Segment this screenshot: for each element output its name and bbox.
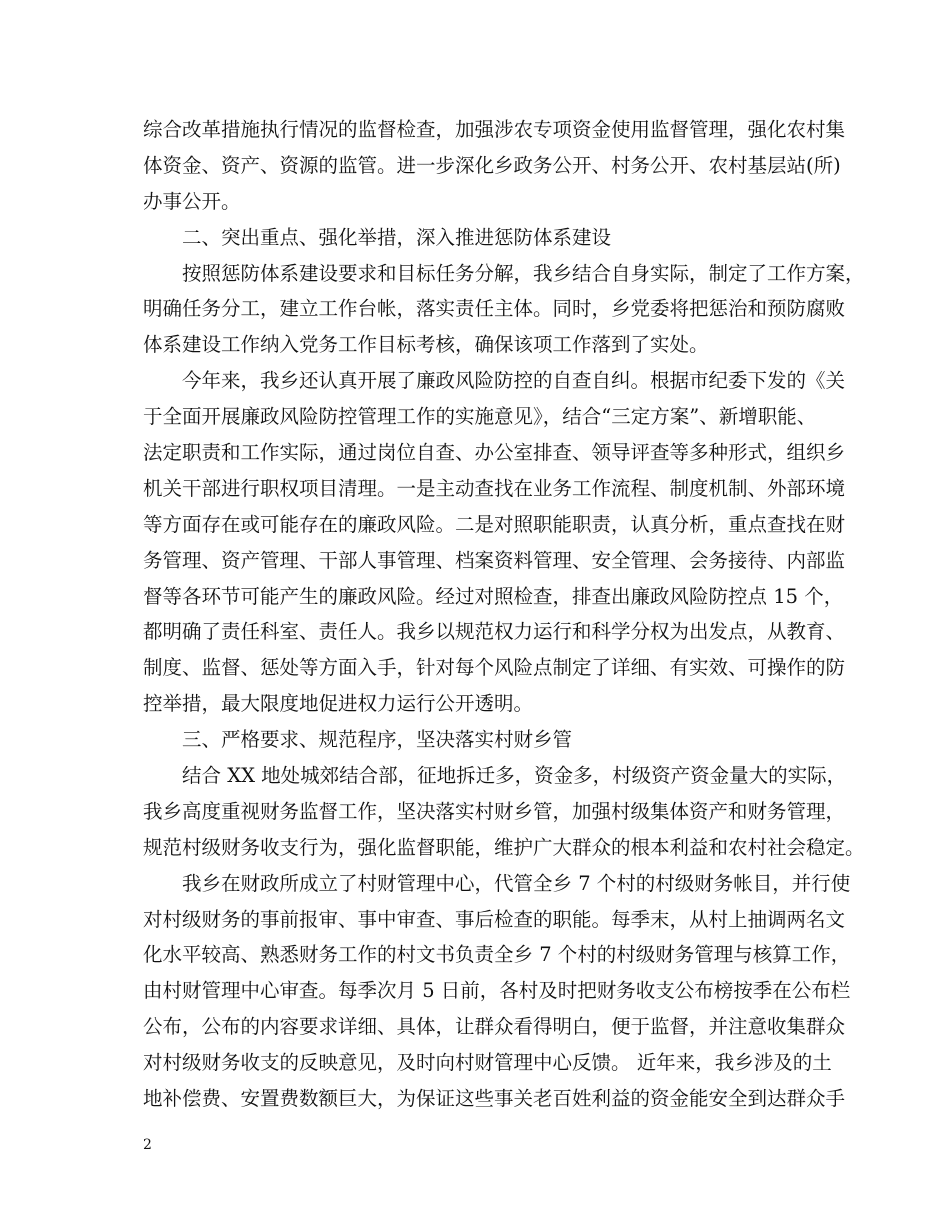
text-line: 务管理、资产管理、干部人事管理、档案资料管理、安全管理、会务接待、内部监 — [143, 548, 846, 572]
text-line: 控举措，最大限度地促进权力运行公开透明。 — [143, 692, 534, 716]
text-line: 体资金、资产、资源的监管。进一步深化乡政务公开、村务公开、农村基层站(所) — [143, 153, 841, 177]
text-line: 办事公开。 — [143, 189, 241, 213]
text-line: 制度、监督、惩处等方面入手，针对每个风险点制定了详细、有实效、可操作的防 — [143, 656, 846, 680]
text-line: 我乡高度重视财务监督工作，坚决落实村财乡管，加强村级集体资产和财务管理， — [143, 799, 846, 823]
text-line: 体系建设工作纳入党务工作目标考核，确保该项工作落到了实处。 — [143, 333, 709, 357]
text-line: 三、严格要求、规范程序，坚决落实村财乡管 — [182, 728, 573, 752]
text-line: 等方面存在或可能存在的廉政风险。二是对照职能职责，认真分析，重点查找在财 — [143, 512, 846, 536]
text-line: 于全面开展廉政风险防控管理工作的实施意见》，结合“三定方案”、新增职能、 — [143, 405, 817, 429]
text-line: 化水平较高、熟悉财务工作的村文书负责全乡 7 个村的村级财务管理与核算工作， — [143, 943, 851, 967]
text-line: 法定职责和工作实际，通过岗位自查、办公室排查、领导评查等多种形式，组织乡 — [143, 441, 846, 465]
document-body — [143, 112, 865, 1117]
text-line: 我乡在财政所成立了村财管理中心，代管全乡 7 个村的村级财务帐目，并行使 — [182, 871, 851, 895]
text-line: 今年来，我乡还认真开展了廉政风险防控的自查自纠。根据市纪委下发的《关 — [182, 369, 846, 393]
text-line: 明确任务分工，建立工作台帐，落实责任主体。同时，乡党委将把惩治和预防腐败 — [143, 297, 846, 321]
text-line: 机关干部进行职权项目清理。一是主动查找在业务工作流程、制度机制、外部环境 — [143, 476, 846, 500]
text-line: 公布，公布的内容要求详细、具体，让群众看得明白，便于监督，并注意收集群众 — [143, 1015, 846, 1039]
text-line: 督等各环节可能产生的廉政风险。经过对照检查，排查出廉政风险防控点 15 个， — [143, 584, 844, 608]
text-line: 对村级财务的事前报审、事中审查、事后检查的职能。每季末，从村上抽调两名文 — [143, 907, 846, 931]
text-line: 规范村级财务收支行为，强化监督职能，维护广大群众的根本利益和农村社会稳定。 — [143, 835, 865, 859]
text-line: 由村财管理中心审查。每季次月 5 日前，各村及时把财务收支公布榜按季在公布栏 — [143, 979, 851, 1003]
text-line: 地补偿费、安置费数额巨大，为保证这些事关老百姓利益的资金能安全到达群众手 — [143, 1087, 846, 1111]
text-line: 按照惩防体系建设要求和目标任务分解，我乡结合自身实际，制定了工作方案， — [182, 261, 865, 285]
page-number: 2 — [143, 1137, 152, 1153]
text-line: 结合 XX 地处城郊结合部，征地拆迁多，资金多，村级资产资金量大的实际， — [182, 764, 847, 788]
text-line: 都明确了责任科室、责任人。我乡以规范权力运行和科学分权为出发点，从教育、 — [143, 620, 846, 644]
text-line: 综合改革措施执行情况的监督检查，加强涉农专项资金使用监督管理，强化农村集 — [143, 118, 846, 141]
text-line: 对村级财务收支的反映意见，及时向村财管理中心反馈。 近年来，我乡涉及的土 — [143, 1051, 832, 1075]
text-line: 二、突出重点、强化举措，深入推进惩防体系建设 — [182, 225, 612, 249]
